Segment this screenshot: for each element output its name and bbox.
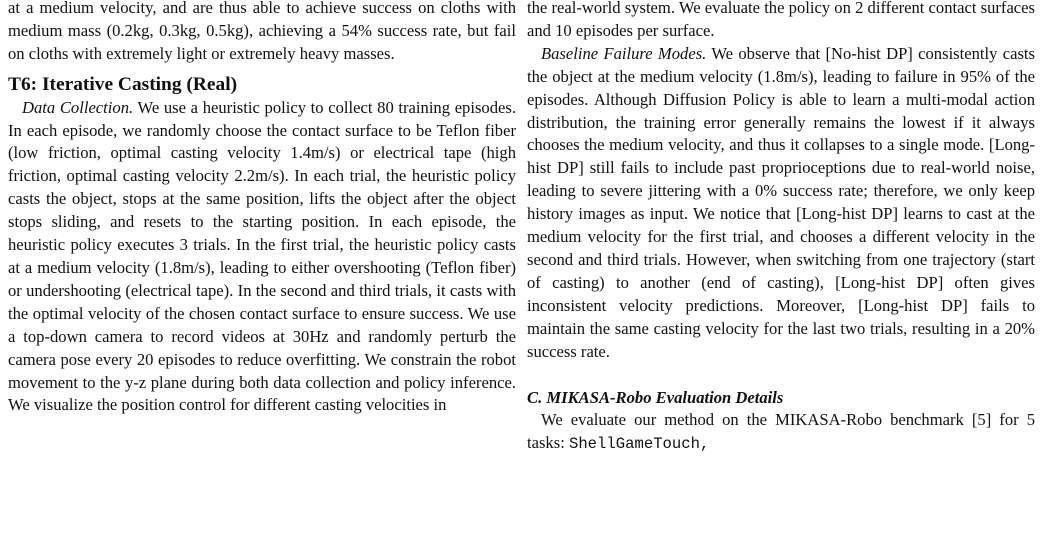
data-collection-paragraph bbox=[8, 97, 516, 418]
data-collection-runin: Data Collection. bbox=[22, 97, 134, 117]
left-column bbox=[8, 0, 516, 417]
spacer bbox=[8, 66, 516, 74]
spacer bbox=[527, 364, 1035, 387]
baseline-failure-text: We observe that [No-hist DP] consistently casts the object at the medium velocity (1.8m/s), leading to failure in 95% of the episodes. Although Diffusion Policy is able to learn a multi-modal action distribution, the training error generally remains the lowest if it always chooses the medium velocity, and thus it collapses to a single mode. [Long-hist DP] still fails to include past proprioceptions due to real-world noise, leading to severe jittering with a 0% success rate; therefore, we only keep history images as input. We notice that [Long-hist DP] learns to cast at the medium velocity for the first trial, and chooses a different velocity in the second and third trials. However, when switching from one trajectory (start of casting) to another (end of casting), [Long-hist DP] often gives inconsistent velocity predictions. Moreover, [Long-hist DP] fails to maintain the same casting velocity for the last two trials, resulting in a 20% success rate. bbox=[527, 43, 1035, 361]
baseline-failure-paragraph bbox=[527, 43, 1035, 364]
baseline-failure-runin: Baseline Failure Modes. bbox=[541, 43, 707, 63]
evaluation-paragraph bbox=[527, 409, 1035, 456]
subsection-title: C. MIKASA-Robo Evaluation Details bbox=[527, 387, 784, 407]
task-name-code: ShellGameTouch, bbox=[568, 435, 710, 454]
evaluation-text: We evaluate our method on the MIKASA-Robo benchmark [5] for 5 tasks: bbox=[527, 410, 1035, 453]
right-column bbox=[527, 0, 1035, 456]
intro-paragraph: at a medium velocity, and are thus able to achieve success on cloths with medium mass (0.2kg, 0.3kg, 0.5kg), achieving a 54% success rate, but fail on cloths with extremely light or extremely heavy masses. bbox=[8, 0, 516, 63]
data-collection-text: We use a heuristic policy to collect 80 training episodes. In each episode, we randomly choose the contact surface to be Teflon fiber (low friction, optimal casting velocity 1.4m/s) or electrical tape (high friction, optimal casting velocity 2.2m/s). In each trial, the heuristic policy casts the object, stops at the same position, lifts the object after the object stops sliding, and resets to the starting position. In each episode, the heuristic policy executes 3 trials. In the first trial, the heuristic policy casts at a medium velocity (1.8m/s), leading to either overshooting (Teflon fiber) or undershooting (electrical tape). In the second and third trials, it casts with the optimal velocity of the chosen contact surface to ensure success. We use a top-down camera to record videos at 30Hz and randomly perturb the camera pose every 20 episodes to reduce overfitting. We constrain the robot movement to the y-z plane during both data collection and policy inference. We visualize the position control for different casting velocities in bbox=[8, 97, 516, 415]
continuation-paragraph: the real-world system. We evaluate the policy on 2 different contact surfaces and 10 episodes per surface. bbox=[527, 0, 1035, 40]
section-title: T6: Iterative Casting (Real) bbox=[8, 73, 238, 95]
